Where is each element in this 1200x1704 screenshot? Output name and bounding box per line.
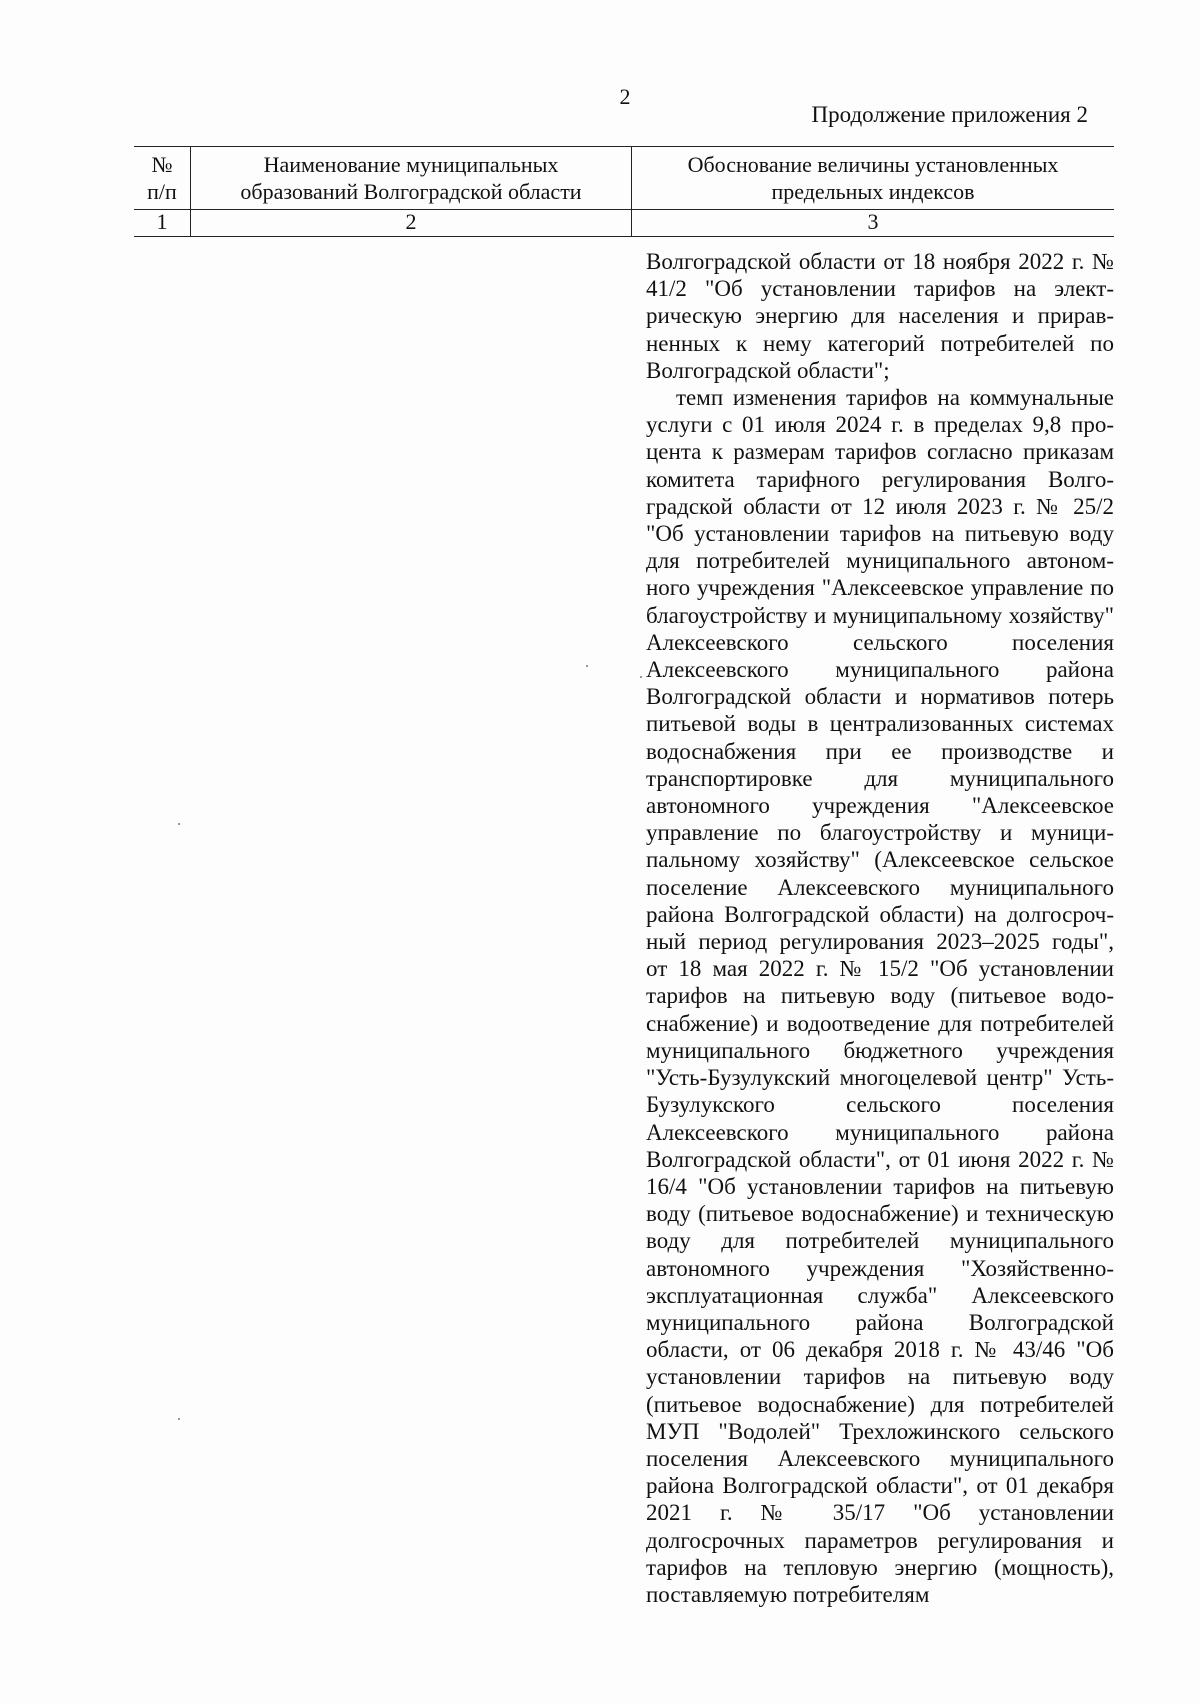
header-number-line1: №: [151, 152, 173, 177]
column-number-2: 2: [191, 210, 632, 237]
table-column-numbers-row: [134, 210, 1114, 237]
header-cell-justification: [632, 147, 1115, 210]
scan-speck: [178, 1418, 180, 1420]
body-paragraph-1: Волгоградской области от 18 ноября 2022 г. № 41/2 "Об установлении тарифов на электрическую энергию для населения и приравненных к нему категорий потребителей по Волгоградской области";: [646, 249, 1114, 383]
header-justification-line1: Обоснование величины установленных: [687, 152, 1059, 177]
column-number-3: 3: [632, 210, 1115, 237]
header-justification-line2: предельных индексов: [771, 179, 975, 204]
justification-column-text: [646, 248, 1114, 1608]
header-number-line2: п/п: [147, 179, 177, 204]
header-municipality-line1: Наименование муниципальных: [263, 152, 559, 177]
table-header-row: [134, 147, 1114, 210]
continuation-label: Продолжение приложения 2: [811, 102, 1088, 127]
column-number-1: 1: [134, 210, 191, 237]
appendix-table-header: [134, 146, 1114, 237]
scan-speck: [586, 665, 588, 667]
page-number: 2: [619, 84, 631, 109]
header-cell-number: [134, 147, 191, 210]
scan-speck: [640, 676, 642, 678]
header-municipality-line2: образований Волгоградской области: [240, 179, 582, 204]
header-cell-municipality: [191, 147, 632, 210]
scan-speck: [178, 823, 180, 825]
body-paragraph-2: темп изменения тарифов на коммунальные услуги с 01 июля 2024 г. в пределах 9,8 процента к размерам тарифов согласно приказам комитета тарифного регулирования Волгоградской области от 12 июля 2023 г. № 25/2 "Об установлении тарифов на питьевую воду для потребителей муниципального автономного учреждения "Алексеевское управление по благоустройству и муниципальному хозяйству" Алексеевского сельского поселения Алексеевского муниципального района Волгоградской области и нормативов потерь питьевой воды в централизованных системах водоснабжения при ее производстве и транспортировке для муниципального автономного учреждения "Алексеевское управление по благоустройству и муниципальному хозяйству" (Алексеевское сельское поселение Алексеевского муниципального района Волгоградской области) на долгосрочный период регулирования 2023–2025 годы", от 18 мая 2022 г. № 15/2 "Об установлении тарифов на питьевую воду (питьевое водоснабжение) и водоотведение для потребителей муниципального бюджетного учреждения "Усть-Бузулукский многоцелевой центр" Усть-Бузулукского сельского поселения Алексеевского муниципального района Волгоградской области", от 01 июня 2022 г. № 16/4 "Об установлении тарифов на питьевую воду (питьевое водоснабжение) и техническую воду для потребителей муниципального автономного учреждения "Хозяйственно-эксплуатационная служба" Алексеевского муниципального района Волгоградской области, от 06 декабря 2018 г. № 43/46 "Об установлении тарифов на питьевую воду (питьевое водоснабжение) для потребителей МУП "Водолей" Трехложинского сельского поселения Алексеевского муниципального района Волгоградской области", от 01 декабря 2021 г. № 35/17 "Об установлении долгосрочных параметров регулирования и тарифов на тепловую энергию (мощность), поставляемую потребителям: [646, 385, 1114, 1607]
